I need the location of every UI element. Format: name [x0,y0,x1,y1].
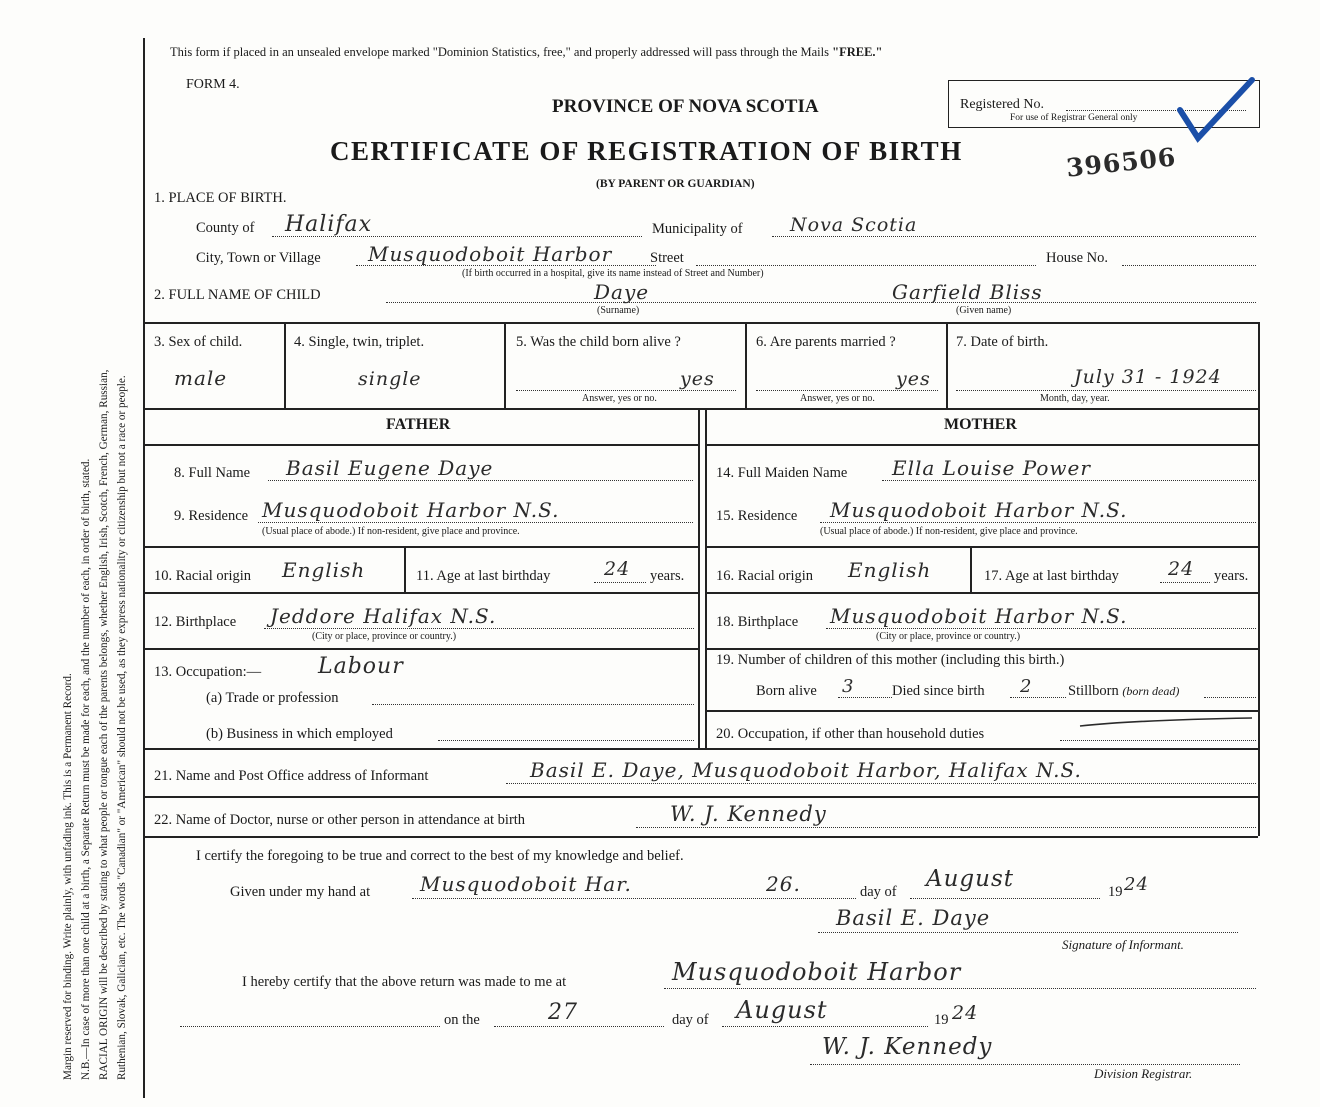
rule-father-occupation-top [145,648,698,650]
registrar-signature: W. J. Kennedy [822,1034,993,1060]
given-place-value: Musquodoboit Har. [420,872,632,896]
house-no-line [1122,265,1256,266]
father-age-value: 24 [604,558,631,580]
parents-married-caption: Answer, yes or no. [800,393,875,404]
doctor-line [636,827,1256,828]
mother-years-label: years. [1214,568,1249,584]
return-lead-line [180,1026,440,1027]
rule-row3-div4 [946,322,948,408]
mother-name-line [882,480,1256,481]
rule-mother-racial-div [970,546,972,592]
house-no-label: House No. [1046,250,1109,266]
father-occupation-value: Labour [318,654,404,679]
plurality-value: single [358,368,422,390]
return-year-prefix: 19 [934,1012,949,1028]
given-under-label: Given under my hand at [230,884,371,900]
informant-signature: Basil E. Daye [836,906,991,930]
child-name-label: 2. FULL NAME OF CHILD [154,287,321,303]
rule-certify-top [145,836,1258,838]
surname-caption: (Surname) [597,305,640,316]
mother-residence-label: 15. Residence [716,508,798,524]
county-label: County of [196,220,255,236]
sex-value: male [174,366,228,390]
given-name-caption: (Given name) [956,305,1012,316]
margin-text-1: Margin reserved for binding. Write plainly, with unfading ink. This is a Permanent Record. [62,673,74,1080]
certificate-title: CERTIFICATE OF REGISTRATION OF BIRTH [330,136,963,166]
dob-label: 7. Date of birth. [956,334,1049,350]
plurality-label: 4. Single, twin, triplet. [294,334,425,350]
born-alive-label: 5. Was the child born alive ? [516,334,681,350]
father-business-line [438,740,694,741]
parents-married-label: 6. Are parents married ? [756,334,896,350]
mother-birthplace-label: 18. Birthplace [716,614,799,630]
return-place-line [664,988,1256,989]
died-count-line [1010,697,1066,698]
father-name-line [268,480,693,481]
born-alive-count-value: 3 [842,676,855,697]
informant-line [506,783,1256,784]
given-year-value: 24 [1124,874,1149,895]
city-value: Musquodoboit Harbor [368,242,613,266]
father-trade-label: (a) Trade or profession [206,690,339,706]
given-place-line [412,898,856,899]
mother-residence-caption: (Usual place of abode.) If non-resident, give place and province. [820,526,1078,537]
informant-label: 21. Name and Post Office address of Informant [154,768,429,784]
mother-birthplace-line [826,628,1256,629]
mother-heading: MOTHER [944,416,1017,433]
father-birthplace-label: 12. Birthplace [154,614,237,630]
rule-row3-div1 [284,322,286,408]
died-count-label: Died since birth [892,683,985,699]
father-birthplace-value: Jeddore Halifax N.S. [270,604,497,628]
father-age-label: 11. Age at last birthday [416,568,551,584]
born-alive-line [516,390,736,391]
margin-text-4: Ruthenian, Slovak, Galician, etc. The words "Canadian" or "American" should not be used, as they express nationality or citizenship but not a race or people. [116,375,128,1080]
rule-row3-div3 [745,322,747,408]
father-residence-value: Musquodoboit Harbor N.S. [262,498,560,522]
mother-racial-value: English [848,558,932,582]
return-month-value: August [736,996,828,1024]
mail-note: This form if placed in an unsealed envelope marked "Dominion Statistics, free," and properly addressed will pass through the Mails "FREE." [170,45,883,59]
child-surname-value: Daye [594,280,650,304]
child-name-line [386,302,1256,303]
mother-birthplace-caption: (City or place, province or country.) [876,631,1021,642]
dob-line [956,390,1256,391]
return-day-line [494,1026,664,1027]
mother-residence-value: Musquodoboit Harbor N.S. [830,498,1128,522]
stillborn-line [1204,697,1256,698]
return-place-value: Musquodoboit Harbor [672,958,962,986]
rule-mother-racial-top [706,546,1258,548]
rule-father-birthplace-top [145,592,698,594]
given-month-value: August [926,866,1015,892]
rule-parents-middle-right [705,408,707,748]
rule-father-racial-div [404,546,406,592]
return-statement: I hereby certify that the above return was made to me at [242,974,567,990]
street-line [696,265,1036,266]
dob-value: July 31 - 1924 [1074,366,1222,388]
city-label: City, Town or Village [196,250,321,266]
certificate-subtitle: (BY PARENT OR GUARDIAN) [596,178,755,190]
mother-age-label: 17. Age at last birthday [984,568,1119,584]
rule-father-head [145,444,698,446]
doctor-value: W. J. Kennedy [670,802,827,826]
rule-right-edge [1258,322,1260,836]
mother-birthplace-value: Musquodoboit Harbor N.S. [830,604,1128,628]
mother-occupation-line [1060,740,1256,741]
municipality-line [772,236,1256,237]
sex-label: 3. Sex of child. [154,334,243,350]
registrar-note: For use of Registrar General only [1010,113,1138,123]
margin-rule [143,38,145,1098]
given-day-value: 26. [766,872,801,896]
father-residence-caption: (Usual place of abode.) If non-resident, give place and province. [262,526,520,537]
margin-text-3: RACIAL ORIGIN will be described by stating to what people or tongue each of the parents belongs, whether English, Irish, Scotch, French, German, Russian, [98,369,110,1080]
informant-value: Basil E. Daye, Musquodoboit Harbor, Halifax N.S. [530,758,1082,782]
registrar-signature-line [810,1064,1240,1065]
father-racial-label: 10. Racial origin [154,568,252,584]
rule-father-racial-top [145,546,698,548]
registrar-signature-caption: Division Registrar. [1094,1066,1193,1081]
informant-signature-caption: Signature of Informant. [1062,937,1184,952]
municipality-value: Nova Scotia [790,214,918,236]
father-heading: FATHER [386,416,451,433]
born-alive-value: yes [680,368,715,390]
county-value: Halifax [285,212,373,237]
mother-occupation-label: 20. Occupation, if other than household duties [716,726,985,742]
given-day-of-label: day of [860,884,897,900]
father-years-label: years. [650,568,685,584]
return-day-value: 27 [548,1000,578,1025]
father-age-line [594,582,646,583]
form-number: FORM 4. [186,77,240,92]
parents-married-line [756,390,938,391]
return-day-of-label: day of [672,1012,709,1028]
rule-row3-top [145,322,1258,324]
mother-racial-label: 16. Racial origin [716,568,814,584]
father-name-value: Basil Eugene Daye [286,456,494,480]
hospital-note: (If birth occurred in a hospital, give its name instead of Street and Number) [462,268,764,279]
father-residence-line [258,522,693,523]
given-month-line [910,898,1100,899]
father-racial-value: English [282,558,366,582]
margin-text-2: N.B.—In case of more than one child at a birth, a Separate Return must be made for each, and the number of each, in order of birth, stated. [80,458,92,1080]
rule-mother-children-top [706,648,1258,650]
certify-statement: I certify the foregoing to be true and correct to the best of my knowledge and belief. [196,848,684,864]
father-residence-label: 9. Residence [174,508,249,524]
dob-caption: Month, day, year. [1040,393,1110,404]
child-given-name-value: Garfield Bliss [892,280,1043,304]
place-of-birth-heading: 1. PLACE OF BIRTH. [154,190,287,206]
check-mark-icon [1170,70,1260,150]
father-birthplace-line [264,628,694,629]
father-business-label: (b) Business in which employed [206,726,393,742]
mother-age-value: 24 [1168,558,1195,580]
street-label: Street [650,250,684,266]
return-month-line [722,1026,928,1027]
rule-parents-top [145,408,1258,410]
father-trade-line [372,704,694,705]
given-year-prefix: 19 [1108,884,1123,900]
mother-children-label: 19. Number of children of this mother (including this birth.) [716,652,1065,668]
died-count-value: 2 [1020,676,1033,697]
municipality-label: Municipality of [652,221,743,237]
father-occupation-label: 13. Occupation:— [154,664,262,680]
mother-name-value: Ella Louise Power [892,456,1091,480]
born-alive-caption: Answer, yes or no. [582,393,657,404]
rule-informant-top [145,748,1258,750]
rule-row3-div2 [504,322,506,408]
registered-no-label: Registered No. [960,97,1044,112]
mother-name-label: 14. Full Maiden Name [716,465,848,481]
rule-parents-middle-left [698,408,700,748]
informant-signature-line [818,932,1238,933]
province-title: PROVINCE OF NOVA SCOTIA [552,96,819,117]
return-year-value: 24 [952,1002,979,1024]
born-alive-count-label: Born alive [756,683,817,699]
father-name-label: 8. Full Name [174,465,251,481]
rule-mother-head [706,444,1258,446]
parents-married-value: yes [896,368,931,390]
stillborn-label: Stillborn (born dead) [1068,683,1180,699]
rule-mother-birthplace-top [706,592,1258,594]
born-alive-count-line [838,697,892,698]
mother-age-line [1160,582,1210,583]
stamped-number: 396506 [1064,142,1178,183]
mother-residence-line [820,522,1256,523]
mother-occupation-dash-icon [1076,712,1256,732]
rule-doctor-top [145,796,1258,798]
doctor-label: 22. Name of Doctor, nurse or other person in attendance at birth [154,812,526,828]
return-on-the-label: on the [444,1012,480,1028]
father-birthplace-caption: (City or place, province or country.) [312,631,457,642]
